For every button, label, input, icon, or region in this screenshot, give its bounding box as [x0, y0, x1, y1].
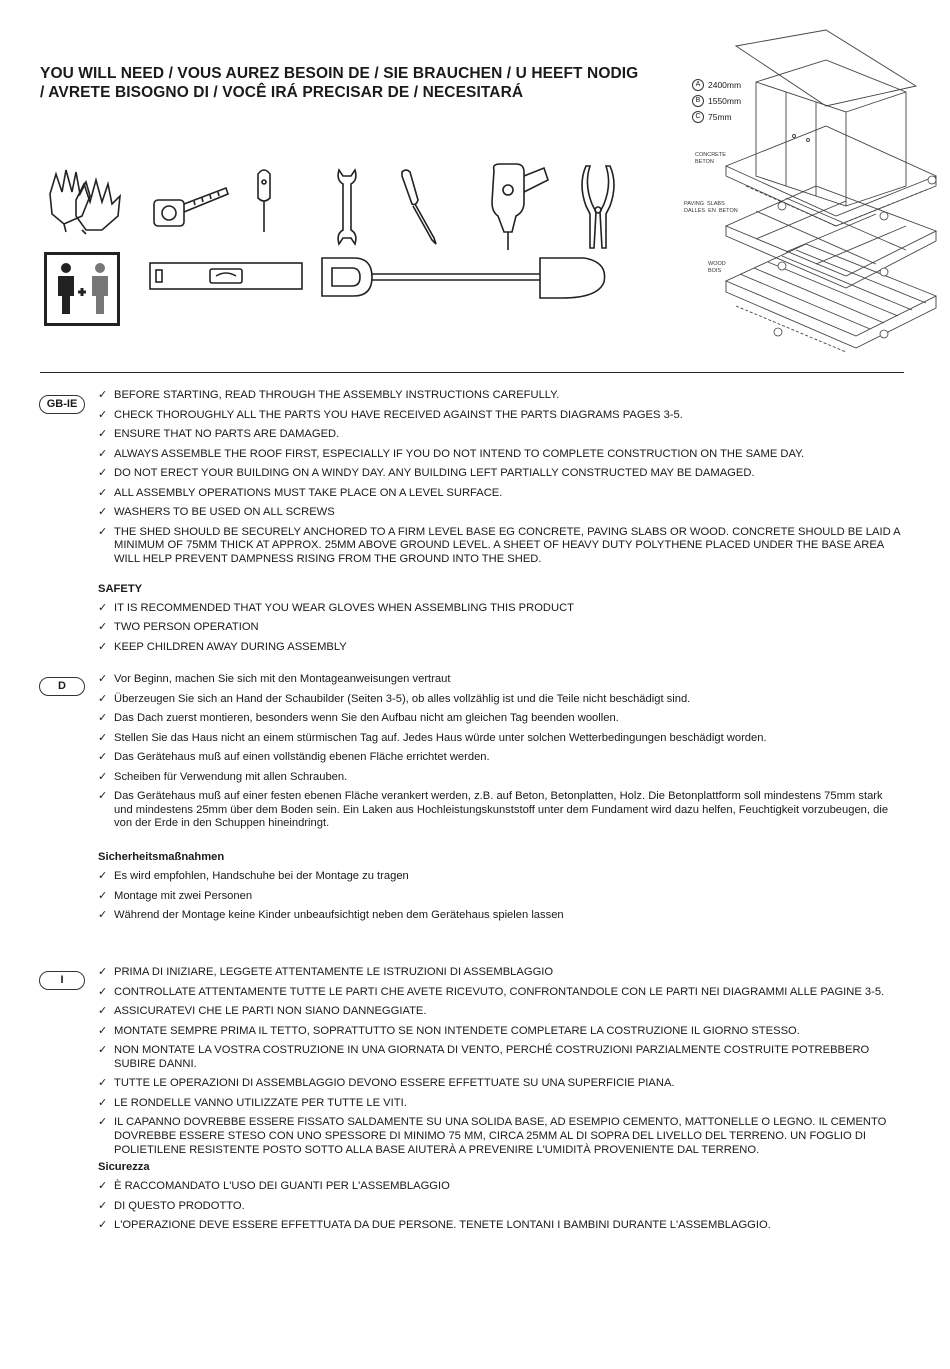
list-item: ✓ MONTATE SEMPRE PRIMA IL TETTO, SOPRATTUTTO SE NON INTENDETE COMPLETARE LA COSTRUZIONE IL GIORNO STESSO. [96, 1025, 904, 1039]
list-item: ✓ È RACCOMANDATO L'USO DEI GUANTI PER L'ASSEMBLAGGIO [96, 1180, 904, 1194]
list-item: ✓ L'OPERAZIONE DEVE ESSERE EFFETTUATA DA DUE PERSONE. TENETE LONTANI I BAMBINI DURANTE L'ASSEMBLAGGIO. [96, 1219, 904, 1233]
dim-key: B [692, 95, 704, 107]
dim-row-b [692, 93, 741, 109]
list-item: ✓ KEEP CHILDREN AWAY DURING ASSEMBLY [96, 641, 904, 655]
drill-icon [488, 162, 552, 252]
section-it [96, 966, 904, 1239]
page-heading [40, 64, 638, 102]
safety-heading: SAFETY [98, 582, 143, 595]
dim-value: 1550mm [708, 96, 742, 106]
safety-heading: Sicurezza [98, 1161, 150, 1174]
heading-line-2: / AVRETE BISOGNO DI / VOCÊ IRÁ PRECISAR DE / NECESITARÁ [40, 84, 524, 101]
list-item: ✓ Das Dach zuerst montieren, besonders wenn Sie den Aufbau nicht am gleichen Tag beenden woollen. [96, 712, 904, 726]
list-item: ✓ Montage mit zwei Personen [96, 890, 904, 904]
list-item: ✓ IT IS RECOMMENDED THAT YOU WEAR GLOVES WHEN ASSEMBLING THIS PRODUCT [96, 602, 904, 616]
list-item: ✓ ALL ASSEMBLY OPERATIONS MUST TAKE PLACE ON A LEVEL SURFACE. [96, 487, 904, 501]
list-item: ✓ WASHERS TO BE USED ON ALL SCREWS [96, 506, 904, 520]
language-badge-de: D [39, 677, 85, 696]
list-item: ✓ Während der Montage keine Kinder unbeaufsichtigt neben dem Gerätehaus spielen lassen [96, 909, 904, 923]
heading-line-1: YOU WILL NEED / VOUS AUREZ BESOIN DE / SIE BRAUCHEN / U HEEFT NODIG [40, 65, 639, 82]
list-item: ✓ NON MONTATE LA VOSTRA COSTRUZIONE IN UNA GIORNATA DI VENTO, PERCHÉ COSTRUZIONI PARZIALMENTE COSTRUITE POTREBBERO SUBIRE DANNI. [96, 1044, 904, 1071]
list-item: ✓ Stellen Sie das Haus nicht an einem stürmischen Tag auf. Jedes Haus würde unter solchen Wetterbedingungen beschädigt worden. [96, 732, 904, 746]
paving-label: PAVING SLABS DALLES EN BETON [684, 201, 738, 214]
spanner-icon [334, 166, 360, 248]
gloves-icon [42, 164, 124, 236]
list-item: ✓ PRIMA DI INIZIARE, LEGGETE ATTENTAMENTE LE ISTRUZIONI DI ASSEMBLAGGIO [96, 966, 904, 980]
language-badge-gb: GB-IE [39, 395, 85, 414]
list-item: ✓ Das Gerätehaus muß auf einer festen ebenen Fläche verankert werden, z.B. auf Beton, Betonplatten, Holz. Die Betonplattform soll mindestens 75mm stark und mindestens 25mm über dem Boden sein. Ein Laken aus Hochleistungskunststoff unter dem Fundament wird dazu helfen, Feuchtigkeit vorzubeugen, die von der Erde in den Schuppen hineindringt. [96, 790, 904, 831]
wood-label: WOOD BOIS [708, 261, 726, 274]
spade-icon [318, 252, 608, 302]
list-item: ✓ TWO PERSON OPERATION [96, 621, 904, 635]
list-item: ✓ CONTROLLATE ATTENTAMENTE TUTTE LE PARTI CHE AVETE RICEVUTO, CONFRONTANDOLE CON LE PARTI NEI DIAGRAMMI ALLE PAGINE 3-5. [96, 986, 904, 1000]
bradawl-icon [252, 168, 276, 234]
dim-value: 75mm [708, 112, 732, 122]
dim-row-a [692, 77, 741, 93]
spirit-level-icon [148, 260, 304, 292]
dim-key: A [692, 79, 704, 91]
list-item: ✓ DI QUESTO PRODOTTO. [96, 1200, 904, 1214]
list-item: ✓ LE RONDELLE VANNO UTILIZZATE PER TUTTE LE VITI. [96, 1097, 904, 1111]
dimension-legend [692, 77, 741, 125]
dim-value: 2400mm [708, 80, 742, 90]
list-item: ✓ TUTTE LE OPERAZIONI DI ASSEMBLAGGIO DEVONO ESSERE EFFETTUATE SU UNA SUPERFICIE PIANA. [96, 1077, 904, 1091]
safety-heading: Sicherheitsmaßnahmen [98, 851, 225, 864]
section-de [96, 673, 904, 929]
list-item: ✓ ENSURE THAT NO PARTS ARE DAMAGED. [96, 428, 904, 442]
two-person-icon [44, 252, 120, 326]
section-gb [96, 389, 904, 660]
pliers-icon [580, 164, 616, 250]
list-item: ✓ IL CAPANNO DOVREBBE ESSERE FISSATO SALDAMENTE SU UNA SOLIDA BASE, AD ESEMPIO CEMENTO, MATTONELLE O LEGNO. IL CEMENTO DOVREBBE ESSERE STESO CON UNO SPESSORE DI MINIMO 75 MM, CIRCA 25MM AL DI SOPRA DEL LIVELLO DEL TERRENO. UN FOGLIO DI POLIETILENE RESISTENTE POSTO SOTTO ALLA BASE AIUTERÀ A PREVENIRE L'UMIDITÀ PROVENIENTE DAL TERRENO. [96, 1116, 904, 1157]
divider [40, 372, 904, 373]
list-item: ✓ BEFORE STARTING, READ THROUGH THE ASSEMBLY INSTRUCTIONS CAREFULLY. [96, 389, 904, 403]
list-item: ✓ Überzeugen Sie sich an Hand der Schaubilder (Seiten 3-5), ob alles vollzählig ist und die Teile nicht beschädigt sind. [96, 693, 904, 707]
list-item: ✓ ALWAYS ASSEMBLE THE ROOF FIRST, ESPECIALLY IF YOU DO NOT INTEND TO COMPLETE CONSTRUCTION ON THE SAME DAY. [96, 448, 904, 462]
dim-key: C [692, 111, 704, 123]
tools-area [40, 160, 620, 330]
dim-row-c [692, 109, 741, 125]
list-item: ✓ CHECK THOROUGHLY ALL THE PARTS YOU HAVE RECEIVED AGAINST THE PARTS DIAGRAMS PAGES 3-5. [96, 409, 904, 423]
list-item: ✓ Vor Beginn, machen Sie sich mit den Montageanweisungen vertraut [96, 673, 904, 687]
list-item: ✓ Das Gerätehaus muß auf einen vollständig ebenen Fläche errichtet werden. [96, 751, 904, 765]
list-item: ✓ Es wird empfohlen, Handschuhe bei der Montage zu tragen [96, 870, 904, 884]
list-item: ✓ THE SHED SHOULD BE SECURELY ANCHORED TO A FIRM LEVEL BASE EG CONCRETE, PAVING SLABS OR WOOD. CONCRETE SHOULD BE LAID A MINIMUM OF 75MM THICK AT APPROX. 25MM ABOVE GROUND LEVEL. A SHEET OF HEAVY DUTY POLYTHENE PLACED UNDER THE BASE AREA WILL HELP PREVENT DAMPNESS RISING FROM THE GROUND INTO THE SHED. [96, 526, 904, 567]
language-badge-it: I [39, 971, 85, 990]
list-item: ✓ ASSICURATEVI CHE LE PARTI NON SIANO DANNEGGIATE. [96, 1005, 904, 1019]
list-item: ✓ Scheiben für Verwendung mit allen Schrauben. [96, 771, 904, 785]
concrete-label: CONCRETE BETON [695, 152, 726, 165]
list-item: ✓ DO NOT ERECT YOUR BUILDING ON A WINDY DAY. ANY BUILDING LEFT PARTIALLY CONSTRUCTED MAY BE DAMAGED. [96, 467, 904, 481]
tape-measure-icon [150, 182, 230, 232]
screwdriver-icon [396, 166, 446, 246]
